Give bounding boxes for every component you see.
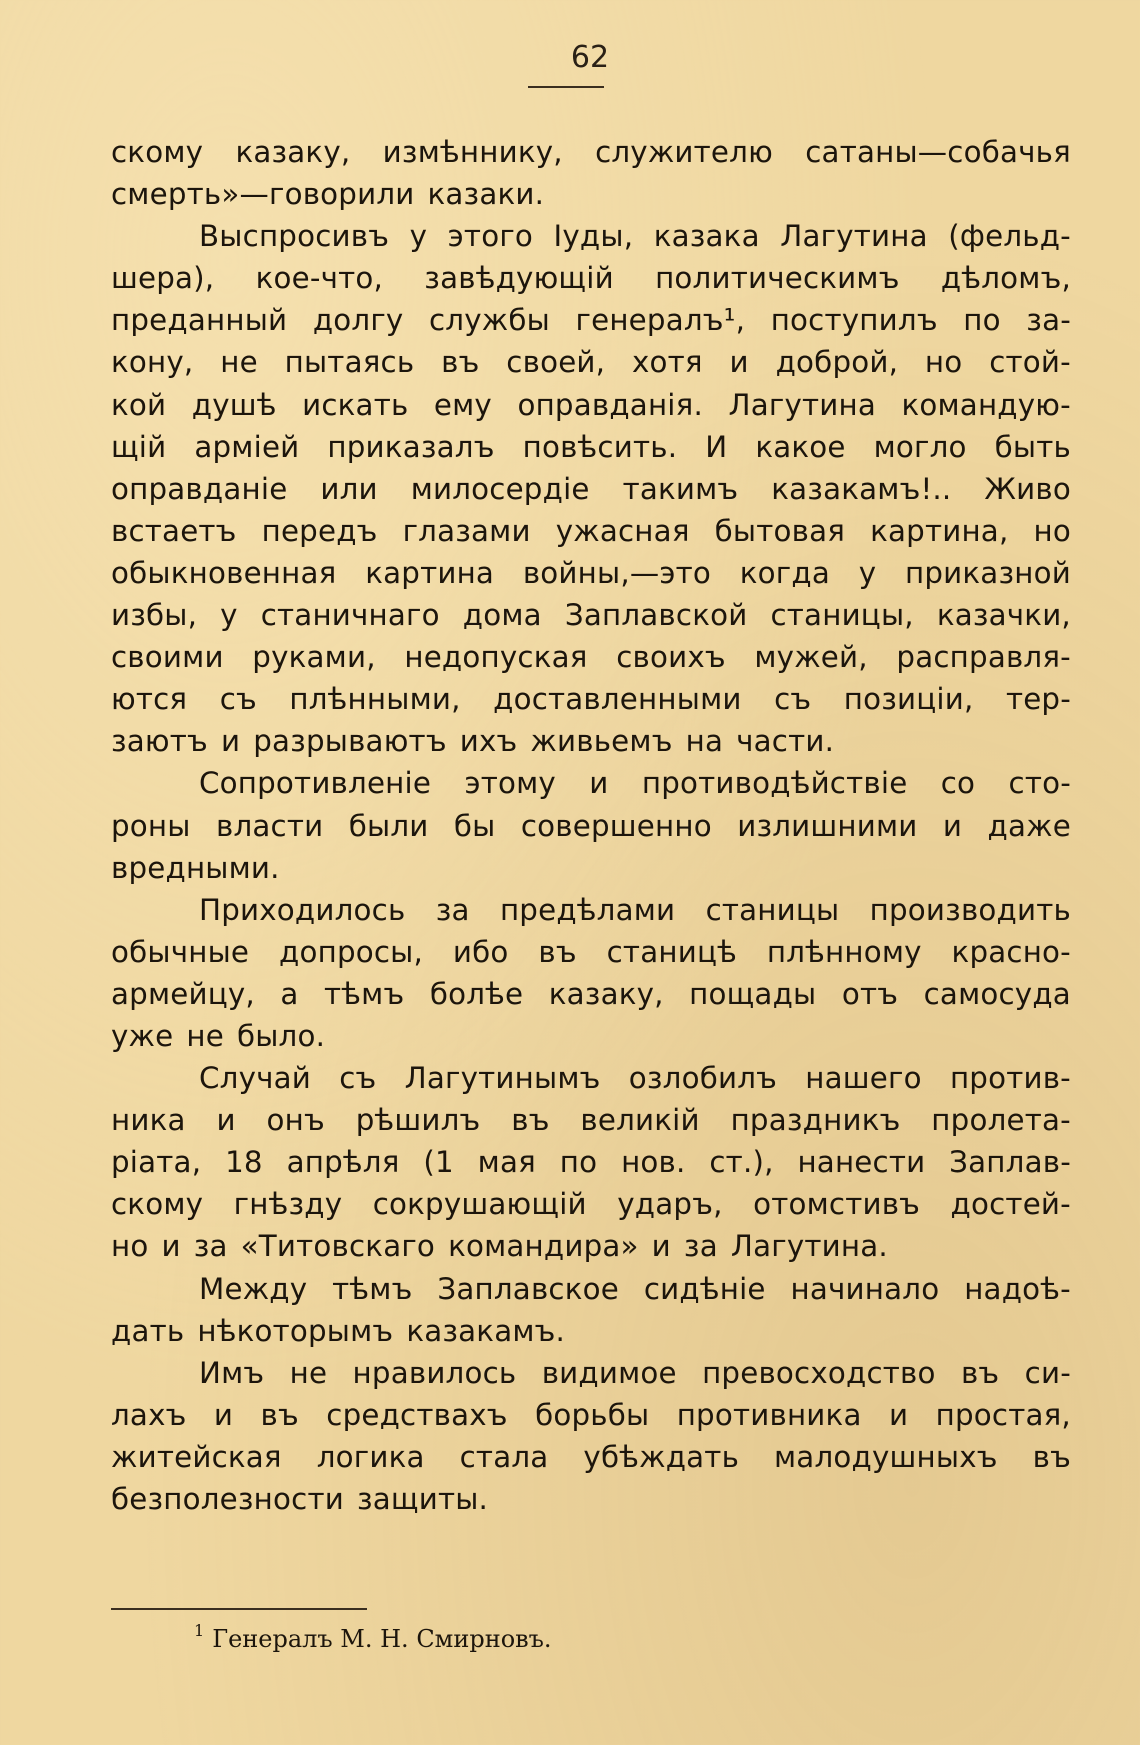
word: живьемъ bbox=[530, 724, 673, 759]
word: противника bbox=[676, 1397, 862, 1432]
word: когда bbox=[739, 555, 830, 590]
word: пытаясь bbox=[284, 345, 415, 380]
text-line bbox=[111, 1015, 1071, 1057]
word: станичнаго bbox=[260, 598, 440, 633]
word: Заплав- bbox=[949, 1145, 1071, 1180]
word: но bbox=[111, 1229, 149, 1264]
word: казаку, bbox=[235, 135, 351, 169]
word: нанести bbox=[797, 1145, 926, 1180]
word: и bbox=[942, 808, 963, 843]
word: и bbox=[220, 724, 241, 759]
text-line bbox=[111, 973, 1071, 1015]
word: плѣнными, bbox=[289, 682, 461, 717]
text-line bbox=[111, 1057, 1071, 1099]
word: казакамъ!.. bbox=[771, 471, 952, 506]
word: станицы, bbox=[770, 598, 914, 633]
word: казака bbox=[653, 219, 760, 254]
text-line bbox=[111, 847, 1071, 889]
word: ріата, bbox=[111, 1145, 202, 1180]
text-line bbox=[111, 426, 1071, 468]
word: простая, bbox=[935, 1397, 1071, 1432]
word: казачки, bbox=[936, 598, 1071, 633]
word: политическимъ bbox=[655, 261, 900, 296]
word: оправданія. bbox=[517, 387, 703, 422]
word: отъ bbox=[841, 976, 899, 1011]
word: ужасная bbox=[555, 513, 690, 548]
word: милосердіе bbox=[410, 471, 590, 506]
word: нѣкоторымъ bbox=[197, 1313, 394, 1348]
word: тѣмъ bbox=[324, 976, 405, 1011]
word: Сопротивленіе bbox=[199, 766, 432, 801]
word: по bbox=[559, 1145, 598, 1180]
word: излишними bbox=[737, 808, 918, 843]
word: въ bbox=[538, 934, 577, 969]
word: дома bbox=[462, 598, 542, 633]
word: такимъ bbox=[622, 471, 739, 506]
word: производить bbox=[869, 892, 1071, 927]
word: и bbox=[729, 345, 749, 380]
word: шера), bbox=[111, 261, 215, 296]
word: и bbox=[589, 766, 609, 801]
text-line bbox=[111, 720, 1071, 762]
footnote-marker: 1 bbox=[194, 1621, 205, 1640]
word: пощады bbox=[689, 976, 817, 1011]
word: вредными. bbox=[111, 850, 280, 885]
word: но bbox=[924, 345, 963, 380]
word: приказалъ bbox=[327, 429, 495, 464]
word: великій bbox=[580, 1103, 700, 1138]
word: болѣе bbox=[429, 976, 524, 1011]
word: тѣмъ bbox=[332, 1271, 413, 1306]
word: Живо bbox=[984, 471, 1071, 506]
word: бы bbox=[453, 808, 496, 843]
text-line bbox=[111, 173, 1071, 215]
footnote bbox=[194, 1623, 552, 1653]
word: за bbox=[435, 892, 470, 927]
word: генералъ¹, bbox=[575, 303, 746, 338]
word: были bbox=[348, 808, 429, 843]
word: не bbox=[289, 1355, 328, 1390]
word: въ bbox=[260, 1397, 299, 1432]
word: этому bbox=[464, 766, 556, 801]
word: Приходилось bbox=[199, 892, 406, 927]
word: приказной bbox=[905, 555, 1071, 590]
word: ются bbox=[111, 682, 188, 717]
word: пролета- bbox=[931, 1103, 1071, 1138]
word: превосходство bbox=[702, 1355, 936, 1390]
word: за bbox=[193, 1229, 228, 1264]
word: глазами bbox=[402, 513, 531, 548]
text-line bbox=[111, 636, 1071, 678]
word: картина, bbox=[870, 513, 1009, 548]
word: Между bbox=[199, 1271, 308, 1306]
word: искать bbox=[302, 387, 409, 422]
word: рѣшилъ bbox=[355, 1103, 481, 1138]
word: не bbox=[186, 1018, 224, 1053]
word: было. bbox=[236, 1018, 326, 1053]
word: ника bbox=[111, 1103, 186, 1138]
text-line bbox=[111, 1225, 1071, 1267]
text-line bbox=[111, 1183, 1071, 1225]
word: казаки. bbox=[427, 177, 545, 212]
word: заютъ bbox=[111, 724, 208, 759]
word: доброй, bbox=[775, 345, 899, 380]
word: войны,—это bbox=[522, 555, 712, 590]
word: у bbox=[220, 598, 238, 633]
text-line bbox=[111, 1141, 1071, 1183]
word: по bbox=[963, 303, 1001, 338]
word: скому bbox=[111, 135, 204, 169]
word: тер- bbox=[1005, 682, 1071, 717]
text-line bbox=[111, 552, 1071, 594]
word: бытовая bbox=[714, 513, 846, 548]
word: избы, bbox=[111, 598, 198, 633]
word: на bbox=[685, 724, 724, 759]
word: преданный bbox=[111, 303, 288, 338]
word: мужей, bbox=[754, 640, 868, 675]
text-line bbox=[111, 131, 1071, 173]
word: ему bbox=[433, 387, 492, 422]
word: Лагутина bbox=[780, 219, 928, 254]
word: измѣннику, bbox=[382, 135, 563, 169]
text-line bbox=[111, 594, 1071, 636]
text-line bbox=[111, 1099, 1071, 1141]
word: Случай bbox=[199, 1061, 312, 1096]
word: стой- bbox=[989, 345, 1071, 380]
word: разрываютъ bbox=[253, 724, 447, 759]
word: житейская bbox=[111, 1439, 282, 1474]
word: безполезности bbox=[111, 1482, 344, 1516]
text-line bbox=[111, 510, 1071, 552]
word: достей- bbox=[950, 1187, 1071, 1222]
word: своихъ bbox=[616, 640, 726, 675]
body-text bbox=[111, 131, 1071, 1520]
word: щій bbox=[111, 429, 167, 464]
word: плѣнному bbox=[766, 934, 922, 969]
word: въ bbox=[960, 1355, 1000, 1390]
word: власти bbox=[215, 808, 324, 843]
word: у bbox=[409, 219, 428, 254]
text-line bbox=[111, 678, 1071, 720]
word: сокрушающій bbox=[372, 1187, 587, 1222]
word: и bbox=[161, 1229, 181, 1264]
word: допросы, bbox=[279, 934, 424, 969]
word: поступилъ bbox=[770, 303, 938, 338]
word: этого bbox=[447, 219, 534, 254]
text-line bbox=[111, 889, 1071, 931]
word: 18 bbox=[225, 1145, 263, 1180]
word: а bbox=[280, 976, 299, 1011]
text-line bbox=[111, 257, 1071, 299]
word: руками, bbox=[252, 640, 376, 675]
word: своими bbox=[111, 640, 224, 675]
word: завѣдующій bbox=[424, 261, 614, 296]
word: скому bbox=[111, 1187, 204, 1222]
page-number: 62 bbox=[570, 40, 610, 75]
word: позиціи, bbox=[843, 682, 974, 717]
text-line bbox=[111, 299, 1071, 341]
word: нравилось bbox=[352, 1355, 517, 1390]
word: хотя bbox=[631, 345, 703, 380]
word: у bbox=[858, 555, 877, 590]
text-line bbox=[111, 1268, 1071, 1310]
word: стала bbox=[459, 1439, 549, 1474]
word: со bbox=[940, 766, 976, 801]
word: ст.), bbox=[709, 1145, 774, 1180]
text-line bbox=[111, 931, 1071, 973]
word: смерть»—говорили bbox=[111, 177, 415, 212]
word: кой bbox=[111, 387, 167, 422]
word: сатаны—собачья bbox=[805, 135, 1071, 169]
word: могло bbox=[873, 429, 967, 464]
word: съ bbox=[219, 682, 257, 717]
word: логика bbox=[316, 1439, 425, 1474]
word: передъ bbox=[261, 513, 378, 548]
word: повѣсить. bbox=[522, 429, 678, 464]
word: даже bbox=[987, 808, 1071, 843]
word: совершенно bbox=[520, 808, 712, 843]
word: долгу bbox=[312, 303, 404, 338]
word: ударъ, bbox=[617, 1187, 723, 1222]
word: (1 bbox=[423, 1145, 454, 1180]
word: душѣ bbox=[191, 387, 277, 422]
word: и bbox=[888, 1397, 909, 1432]
word: уже bbox=[111, 1018, 174, 1053]
word: роны bbox=[111, 808, 191, 843]
word: Лагутина bbox=[728, 387, 876, 422]
word: лахъ bbox=[111, 1397, 187, 1432]
text-line bbox=[111, 762, 1071, 804]
word: нов. bbox=[621, 1145, 686, 1180]
word: оправданіе bbox=[111, 471, 288, 506]
word: арміей bbox=[194, 429, 300, 464]
word: онъ bbox=[266, 1103, 325, 1138]
word: красно- bbox=[951, 934, 1071, 969]
word: за bbox=[683, 1229, 718, 1264]
word: надоѣ- bbox=[964, 1271, 1071, 1306]
word: сто- bbox=[1008, 766, 1071, 801]
word: Лагутина. bbox=[730, 1229, 888, 1264]
word: недопуская bbox=[404, 640, 588, 675]
word: самосуда bbox=[923, 976, 1071, 1011]
word: станицѣ bbox=[606, 934, 737, 969]
word: но bbox=[1033, 513, 1071, 548]
text-line bbox=[111, 384, 1071, 426]
text-line bbox=[111, 1394, 1071, 1436]
word: какое bbox=[755, 429, 846, 464]
word: против- bbox=[949, 1061, 1071, 1096]
text-line bbox=[111, 341, 1071, 383]
text-line bbox=[111, 1310, 1071, 1352]
word: картина bbox=[365, 555, 495, 590]
word: командую- bbox=[901, 387, 1071, 422]
word: и bbox=[651, 1229, 671, 1264]
word: съ bbox=[339, 1061, 377, 1096]
word: Іуды, bbox=[553, 219, 634, 254]
word: предѣлами bbox=[499, 892, 676, 927]
word: за- bbox=[1026, 303, 1071, 338]
word: видимое bbox=[541, 1355, 677, 1390]
word: или bbox=[320, 471, 378, 506]
word: «Титовскаго bbox=[240, 1229, 436, 1264]
word: (фельд- bbox=[948, 219, 1071, 254]
word: обычные bbox=[111, 934, 250, 969]
word: въ bbox=[1032, 1439, 1071, 1474]
word: не bbox=[220, 345, 258, 380]
word: борьбы bbox=[535, 1397, 650, 1432]
word: службы bbox=[429, 303, 550, 338]
footnote-text: Генералъ М. Н. Смирновъ. bbox=[212, 1625, 552, 1653]
word: доставленными bbox=[493, 682, 742, 717]
word: Выспросивъ bbox=[199, 219, 390, 254]
word: средствахъ bbox=[326, 1397, 508, 1432]
text-line bbox=[111, 468, 1071, 510]
word: Заплавское bbox=[437, 1271, 619, 1306]
word: гнѣзду bbox=[233, 1187, 343, 1222]
word: армейцу, bbox=[111, 976, 255, 1011]
word: обыкновенная bbox=[111, 555, 337, 590]
word: съ bbox=[774, 682, 812, 717]
word: части. bbox=[736, 724, 835, 759]
word: отомстивъ bbox=[753, 1187, 921, 1222]
text-line bbox=[111, 1478, 1071, 1520]
word: въ bbox=[511, 1103, 550, 1138]
word: быть bbox=[994, 429, 1071, 464]
word: Имъ bbox=[199, 1355, 265, 1390]
word: станицы bbox=[705, 892, 840, 927]
word: расправля- bbox=[896, 640, 1071, 675]
word: апрѣля bbox=[286, 1145, 400, 1180]
word: командира» bbox=[448, 1229, 639, 1264]
word: Лагутинымъ bbox=[404, 1061, 601, 1096]
text-line bbox=[111, 215, 1071, 257]
word: своей, bbox=[506, 345, 606, 380]
word: Заплавской bbox=[564, 598, 748, 633]
word: ихъ bbox=[459, 724, 518, 759]
text-line bbox=[111, 1352, 1071, 1394]
word: встаетъ bbox=[111, 513, 237, 548]
text-line bbox=[111, 1436, 1071, 1478]
text-line bbox=[111, 805, 1071, 847]
word: нашего bbox=[805, 1061, 922, 1096]
word: кону, bbox=[111, 345, 194, 380]
word: И bbox=[705, 429, 728, 464]
word: и bbox=[213, 1397, 234, 1432]
word: праздникъ bbox=[730, 1103, 901, 1138]
page-number-rule bbox=[528, 86, 604, 88]
word: начинало bbox=[790, 1271, 940, 1306]
word: малодушныхъ bbox=[774, 1439, 998, 1474]
word: убѣждать bbox=[583, 1439, 740, 1474]
word: дать bbox=[111, 1313, 185, 1348]
word: казаку, bbox=[548, 976, 664, 1011]
word: озлобилъ bbox=[628, 1061, 778, 1096]
word: служителю bbox=[595, 135, 773, 169]
word: дѣломъ, bbox=[940, 261, 1071, 296]
word: мая bbox=[477, 1145, 536, 1180]
word: ибо bbox=[452, 934, 509, 969]
word: си- bbox=[1024, 1355, 1071, 1390]
word: кое-что, bbox=[255, 261, 384, 296]
word: сидѣніе bbox=[643, 1271, 766, 1306]
word: противодѣйствіе bbox=[641, 766, 908, 801]
word: защиты. bbox=[356, 1482, 489, 1516]
footnote-rule bbox=[111, 1608, 367, 1610]
word: казакамъ. bbox=[406, 1313, 566, 1348]
word: въ bbox=[441, 345, 480, 380]
word: и bbox=[216, 1103, 236, 1138]
